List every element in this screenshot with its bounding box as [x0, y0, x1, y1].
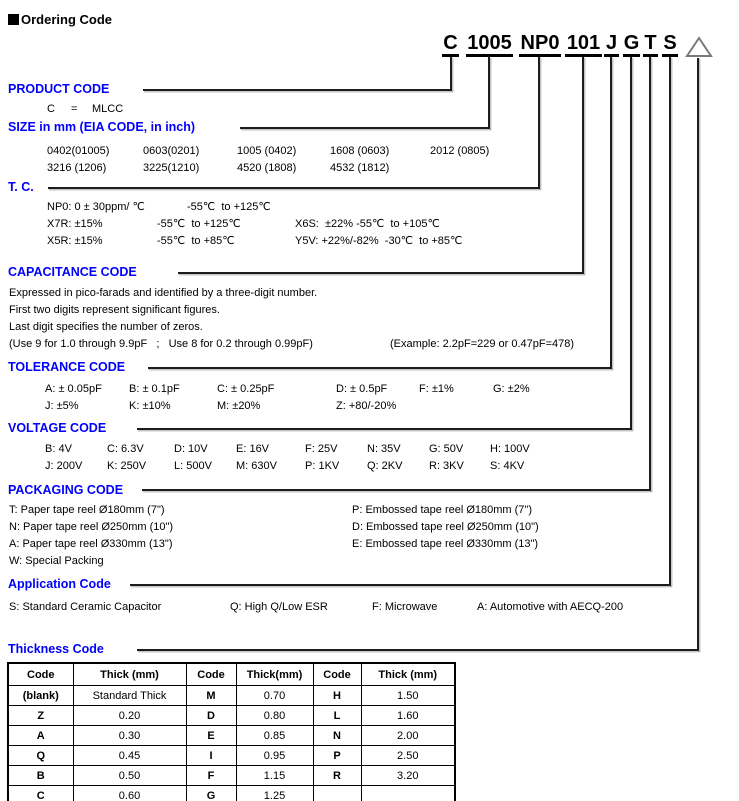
- table-cell: [313, 786, 361, 801]
- page-title: [8, 12, 112, 27]
- connector-packaging-vline: [649, 57, 651, 491]
- code-segment-packaging: T: [643, 33, 658, 57]
- table-row: [8, 746, 455, 766]
- voltage-item: R: 3KV: [429, 460, 464, 472]
- section-heading-product: PRODUCT CODE: [8, 82, 110, 96]
- section-heading-application: Application Code: [8, 577, 111, 591]
- tc-np0-range: -55℃ to +125℃: [187, 201, 271, 213]
- voltage-item: D: 10V: [174, 443, 208, 455]
- section-heading-tc: T. C.: [8, 180, 34, 194]
- voltage-item: M: 630V: [236, 460, 277, 472]
- application-item: S: Standard Ceramic Capacitor: [9, 601, 162, 613]
- capacitance-note-line2: First two digits represent significant figures.: [9, 304, 220, 316]
- application-item: F: Microwave: [372, 601, 438, 613]
- table-cell: E: [186, 726, 236, 746]
- table-cell: 2.50: [361, 746, 455, 766]
- code-segment-product: C: [442, 33, 459, 57]
- voltage-item: S: 4KV: [490, 460, 525, 472]
- code-segment-voltage: G: [623, 33, 640, 57]
- size-item: 1005 (0402): [237, 145, 297, 157]
- product-code-letter: C: [47, 103, 55, 115]
- table-cell: L: [313, 706, 361, 726]
- table-cell: F: [186, 766, 236, 786]
- tolerance-item: Z: +80/-20%: [336, 400, 397, 412]
- voltage-item: N: 35V: [367, 443, 401, 455]
- tc-x5r-range: -55℃ to +85℃: [157, 235, 235, 247]
- tc-x6s: X6S: ±22% -55℃ to +105℃: [295, 218, 440, 230]
- connector-voltage-hline: [137, 428, 632, 430]
- size-item: 0603(0201): [143, 145, 200, 157]
- capacitance-note-line4: (Use 9 for 1.0 through 9.9pF ; Use 8 for 0.2 through 0.99pF): [9, 338, 313, 350]
- table-cell: 0.60: [73, 786, 186, 801]
- voltage-item: Q: 2KV: [367, 460, 403, 472]
- section-heading-packaging: PACKAGING CODE: [8, 483, 124, 497]
- table-cell: P: [313, 746, 361, 766]
- tc-y5v: Y5V: +22%/-82% -30℃ to +85℃: [295, 235, 463, 247]
- tc-x7r-label: X7R: ±15%: [47, 218, 103, 230]
- tolerance-item: M: ±20%: [217, 400, 261, 412]
- table-header-cell: Code: [186, 663, 236, 686]
- connector-tolerance-vline: [610, 57, 612, 369]
- table-cell: (blank): [8, 686, 73, 706]
- packaging-item: E: Embossed tape reel Ø330mm (13"): [352, 538, 539, 550]
- connector-packaging-hline: [142, 489, 651, 491]
- table-row: [8, 706, 455, 726]
- voltage-item: E: 16V: [236, 443, 270, 455]
- table-header-cell: Thick (mm): [73, 663, 186, 686]
- connector-application-hline: [130, 584, 671, 586]
- connector-capacitance-hline: [178, 272, 584, 274]
- voltage-item: C: 6.3V: [107, 443, 144, 455]
- page-title-text: Ordering Code: [21, 12, 113, 27]
- packaging-item: W: Special Packing: [9, 555, 104, 567]
- voltage-item: L: 500V: [174, 460, 212, 472]
- size-item: 1608 (0603): [330, 145, 390, 157]
- voltage-item: J: 200V: [45, 460, 83, 472]
- voltage-item: K: 250V: [107, 460, 147, 472]
- packaging-item: N: Paper tape reel Ø250mm (10"): [9, 521, 174, 533]
- packaging-item: T: Paper tape reel Ø180mm (7"): [9, 504, 165, 516]
- table-cell: 0.80: [236, 706, 313, 726]
- voltage-item: P: 1KV: [305, 460, 340, 472]
- table-cell: Q: [8, 746, 73, 766]
- connector-product-vline: [450, 57, 452, 91]
- connector-tolerance-hline: [148, 367, 612, 369]
- tolerance-item: D: ± 0.5pF: [336, 383, 388, 395]
- table-cell: C: [8, 786, 73, 801]
- size-item: 3216 (1206): [47, 162, 107, 174]
- table-cell: M: [186, 686, 236, 706]
- application-item: Q: High Q/Low ESR: [230, 601, 328, 613]
- tolerance-item: G: ±2%: [493, 383, 530, 395]
- packaging-item: A: Paper tape reel Ø330mm (13"): [9, 538, 173, 550]
- code-segment-capacitance: 101: [565, 33, 602, 57]
- table-cell: 0.70: [236, 686, 313, 706]
- product-code-value: MLCC: [92, 103, 124, 115]
- packaging-item: P: Embossed tape reel Ø180mm (7"): [352, 504, 532, 516]
- connector-capacitance-vline: [582, 57, 584, 274]
- table-cell: B: [8, 766, 73, 786]
- code-segment-tc: NP0: [519, 33, 561, 57]
- table-row: [8, 726, 455, 746]
- tc-x7r-range: -55℃ to +125℃: [157, 218, 241, 230]
- connector-thickness-vline: [697, 58, 699, 651]
- table-cell: 1.60: [361, 706, 455, 726]
- size-item: 4520 (1808): [237, 162, 297, 174]
- tolerance-item: B: ± 0.1pF: [129, 383, 180, 395]
- table-header-cell: Thick(mm): [236, 663, 313, 686]
- table-row: [8, 766, 455, 786]
- size-item: 4532 (1812): [330, 162, 390, 174]
- connector-tc-hline: [48, 187, 540, 189]
- connector-product-hline: [143, 89, 452, 91]
- tolerance-item: C: ± 0.25pF: [217, 383, 275, 395]
- size-item: 2012 (0805): [430, 145, 490, 157]
- section-heading-thickness: Thickness Code: [8, 642, 104, 656]
- table-cell: N: [313, 726, 361, 746]
- code-segment-application: S: [662, 33, 678, 57]
- section-heading-size: SIZE in mm (EIA CODE, in inch): [8, 120, 196, 134]
- voltage-item: B: 4V: [45, 443, 72, 455]
- section-heading-voltage: VOLTAGE CODE: [8, 421, 107, 435]
- table-cell: R: [313, 766, 361, 786]
- tolerance-item: A: ± 0.05pF: [45, 383, 102, 395]
- table-cell: G: [186, 786, 236, 801]
- tolerance-item: F: ±1%: [419, 383, 454, 395]
- thickness-table: [7, 662, 456, 801]
- table-cell: 1.25: [236, 786, 313, 801]
- connector-size-hline: [240, 127, 490, 129]
- table-header-cell: Code: [8, 663, 73, 686]
- table-cell: 0.20: [73, 706, 186, 726]
- capacitance-note-line1: Expressed in pico-farads and identified by a three-digit number.: [9, 287, 318, 299]
- size-item: 3225(1210): [143, 162, 200, 174]
- table-cell: Z: [8, 706, 73, 726]
- code-segment-size: 1005: [466, 33, 513, 57]
- voltage-item: F: 25V: [305, 443, 338, 455]
- tc-x5r-label: X5R: ±15%: [47, 235, 103, 247]
- table-cell: D: [186, 706, 236, 726]
- table-header-row: [8, 663, 455, 686]
- size-item: 0402(01005): [47, 145, 110, 157]
- voltage-item: G: 50V: [429, 443, 464, 455]
- capacitance-note-example: (Example: 2.2pF=229 or 0.47pF=478): [390, 338, 575, 350]
- table-cell: I: [186, 746, 236, 766]
- connector-thickness-hline: [137, 649, 699, 651]
- tolerance-item: J: ±5%: [45, 400, 79, 412]
- table-cell: 0.45: [73, 746, 186, 766]
- equals-sign: =: [71, 103, 78, 115]
- triangle-icon: [685, 36, 713, 58]
- table-cell: 0.50: [73, 766, 186, 786]
- table-cell: 0.30: [73, 726, 186, 746]
- table-cell: [361, 786, 455, 801]
- connector-size-vline: [488, 57, 490, 129]
- table-row: [8, 786, 455, 801]
- table-cell: 2.00: [361, 726, 455, 746]
- capacitance-note-line3: Last digit specifies the number of zeros.: [9, 321, 203, 333]
- table-cell: 0.95: [236, 746, 313, 766]
- table-cell: 1.50: [361, 686, 455, 706]
- table-cell: 3.20: [361, 766, 455, 786]
- table-cell: A: [8, 726, 73, 746]
- tc-np0-label: NP0: 0 ± 30ppm/ ℃: [47, 201, 145, 213]
- square-bullet-icon: [8, 14, 19, 25]
- connector-tc-vline: [538, 57, 540, 189]
- table-row: [8, 686, 455, 706]
- table-cell: Standard Thick: [73, 686, 186, 706]
- table-cell: H: [313, 686, 361, 706]
- section-heading-capacitance: CAPACITANCE CODE: [8, 265, 137, 279]
- connector-voltage-vline: [630, 57, 632, 430]
- tolerance-item: K: ±10%: [129, 400, 171, 412]
- packaging-item: D: Embossed tape reel Ø250mm (10"): [352, 521, 539, 533]
- table-header-cell: Code: [313, 663, 361, 686]
- table-cell: 1.15: [236, 766, 313, 786]
- application-item: A: Automotive with AECQ-200: [477, 601, 624, 613]
- section-heading-tolerance: TOLERANCE CODE: [8, 360, 126, 374]
- code-segment-tolerance: J: [604, 33, 619, 57]
- table-header-cell: Thick (mm): [361, 663, 455, 686]
- connector-application-vline: [669, 57, 671, 586]
- voltage-item: H: 100V: [490, 443, 530, 455]
- table-cell: 0.85: [236, 726, 313, 746]
